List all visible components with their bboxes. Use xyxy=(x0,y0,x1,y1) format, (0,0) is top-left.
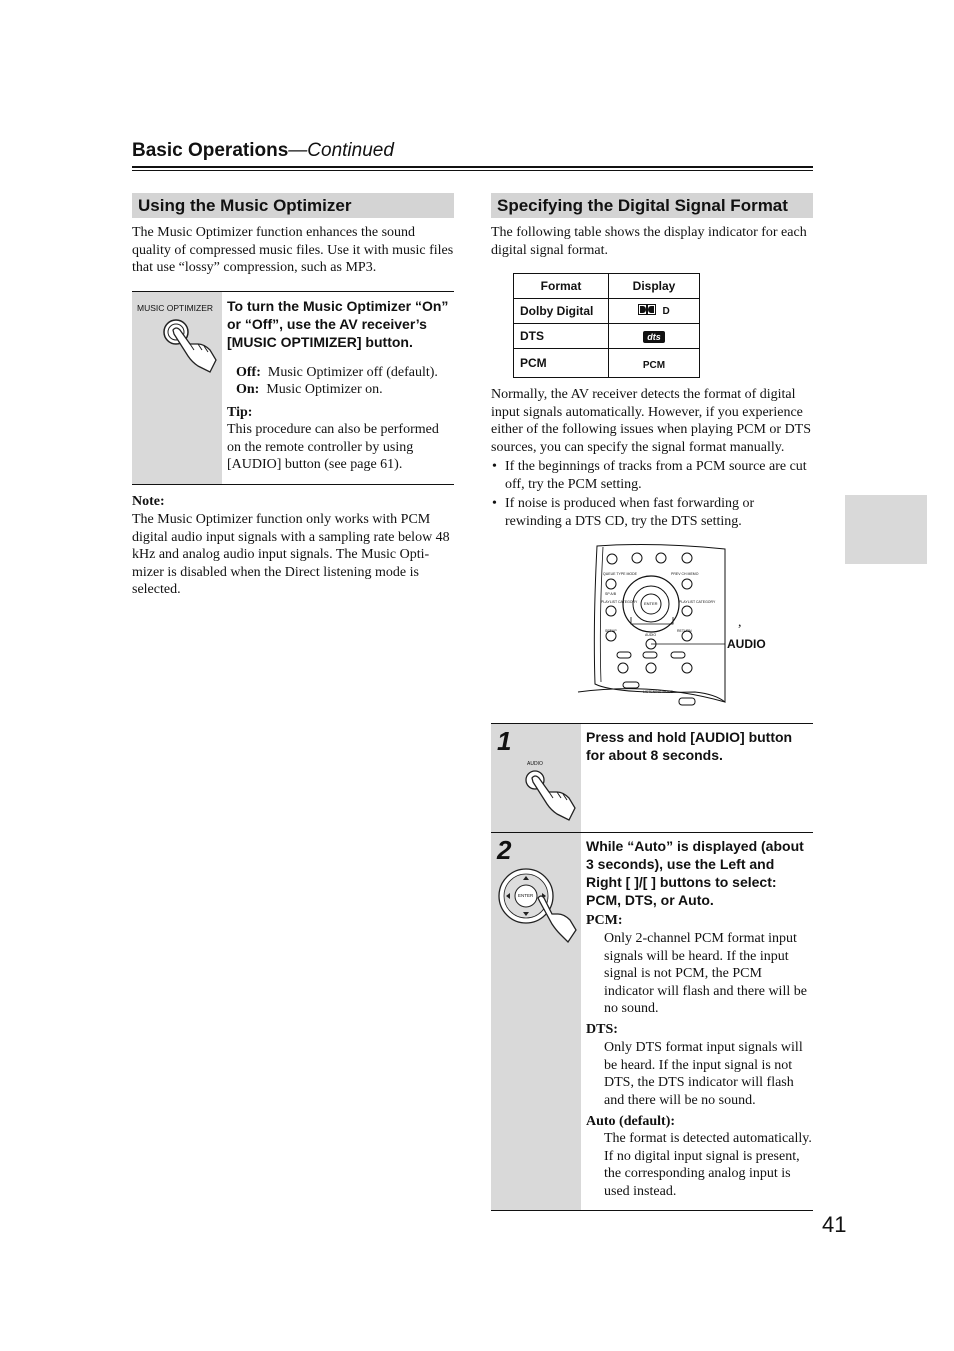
format-pcm: PCM xyxy=(514,349,609,378)
remote-queue-label: QUEUE TYPE MODE xyxy=(603,572,637,576)
option-dts-label: DTS: xyxy=(586,1022,618,1037)
option-pcm-text: Only 2-channel PCM format input signals will be heard. If the input signal is not PCM, the PCM indicator will flash and there will be no sound. xyxy=(604,931,807,1016)
table-header-format: Format xyxy=(514,274,609,299)
format-table xyxy=(513,273,700,378)
remote-audio-small-label: AUDIO xyxy=(645,633,657,637)
dolby-d-text: D xyxy=(662,305,670,317)
table-header-display: Display xyxy=(609,274,700,299)
remote-setup-label: SETUP xyxy=(605,629,617,633)
page-number: 41 xyxy=(822,1212,847,1237)
format-dts: DTS xyxy=(514,324,609,349)
page-header xyxy=(132,140,813,162)
format-dolby: Dolby Digital xyxy=(514,299,609,324)
note-label: Note: xyxy=(132,494,165,509)
digital-format-intro: The following table shows the display indicator for each digital signal format. xyxy=(491,225,807,258)
tip-text: This procedure can also be performed on the remote controller by using [AUDIO] button (see page 61). xyxy=(227,422,439,472)
header-continued: —Continued xyxy=(288,140,394,161)
header-rule xyxy=(132,166,813,168)
tip-label: Tip: xyxy=(227,405,253,420)
remote-comma: , xyxy=(738,615,742,630)
chapter-side-tab xyxy=(845,495,927,564)
off-text: Music Optimizer off (default). xyxy=(267,365,438,380)
remote-illustration xyxy=(575,544,775,709)
list-item: • If the beginnings of tracks from a PCM source are cut off, try the PCM setting. xyxy=(491,458,813,493)
off-label: Off: xyxy=(236,365,261,380)
on-text: Music Optimizer on. xyxy=(266,382,383,397)
step2-bottom-rule xyxy=(491,1210,813,1211)
table-header-row xyxy=(514,274,700,299)
display-dolby xyxy=(609,299,700,324)
table-row xyxy=(514,349,700,378)
table-row xyxy=(514,299,700,324)
pressing-hand-icon xyxy=(160,316,220,376)
issue-list xyxy=(491,458,813,530)
step1-audio-label: AUDIO xyxy=(527,761,543,767)
step1-illustration xyxy=(491,724,581,832)
option-auto-label: Auto (default): xyxy=(586,1114,676,1129)
list-item: • If noise is produced when fast forwarding or rewinding a DTS CD, try the DTS setting. xyxy=(491,495,813,530)
section-heading-digital-format: Specifying the Digital Signal Format xyxy=(491,193,813,218)
remote-return-label: RETURN xyxy=(677,629,692,633)
on-label: On: xyxy=(236,382,260,397)
detection-paragraph: Normally, the AV receiver detects the format of digital input signals automatically. However, if you experience either of the following issues when playing PCM or DTS sources, you can specify the signal format manually. xyxy=(491,387,812,455)
step2-enter-label: ENTER xyxy=(518,893,534,898)
dts-logo-icon: dts xyxy=(643,331,665,343)
header-rule-thin xyxy=(132,170,813,171)
off-option xyxy=(236,364,454,382)
section-heading-music-optimizer: Using the Music Optimizer xyxy=(132,193,454,218)
display-dts xyxy=(609,324,700,349)
remote-playlist-right-label: PLAYLIST CATEGORY xyxy=(679,600,716,604)
on-option xyxy=(236,381,454,399)
step1-instruction: Press and hold [AUDIO] button for about 8 seconds. xyxy=(586,729,793,763)
step-number: 2 xyxy=(497,835,512,865)
option-auto-text: The format is detected automatically. If no digital input signal is present, the corresponding analog input is used instead. xyxy=(604,1131,812,1199)
audio-callout-label: AUDIO xyxy=(727,637,766,651)
remote-sp-label: SP A/B xyxy=(605,592,617,596)
music-optimizer-illustration xyxy=(132,292,222,484)
step-number: 1 xyxy=(497,726,512,756)
remote-prev-label: PREV CH MEMO xyxy=(671,572,699,576)
music-optimizer-intro: The Music Optimizer function enhances the sound quality of compressed music files. Use it with music files that use “lossy” compression, such as MP3. xyxy=(132,225,454,275)
dolby-logo-icon xyxy=(638,304,656,318)
option-pcm-label: PCM: xyxy=(586,913,623,928)
audio-button-press-icon xyxy=(521,766,581,826)
direction-pad-icon xyxy=(496,866,580,948)
step2-instruction: While “Auto” is displayed (about 3 seconds), use the Left and Right [ ]/[ ] buttons to select: PCM, DTS, or Auto. xyxy=(586,838,804,908)
remote-listening-label: LISTENING MODE xyxy=(643,690,673,694)
note-text: The Music Optimizer function only works with PCM digital audio input signals with a sampling rate below 48 kHz and analog audio input signals. The Music Opti-mizer is disabled when the Direct listening mode is selected. xyxy=(132,512,450,597)
music-optimizer-button-label: MUSIC OPTIMIZER xyxy=(137,303,214,313)
header-title: Basic Operations xyxy=(132,140,289,161)
step2-illustration xyxy=(491,833,581,1210)
remote-controller-icon xyxy=(575,544,775,709)
display-pcm: PCM xyxy=(609,349,700,378)
music-optimizer-instruction: To turn the Music Optimizer “On” or “Off”, use the AV receiver’s [MUSIC OPTIMIZER] button. xyxy=(227,298,449,350)
remote-enter-label: ENTER xyxy=(644,601,658,606)
option-dts-text: Only DTS format input signals will be heard. If the input signal is not DTS, the DTS indicator will flash and there will be no sound. xyxy=(604,1040,803,1108)
remote-playlist-left-label: PLAYLIST CATEGORY xyxy=(601,600,638,604)
box-bottom-rule xyxy=(132,484,454,485)
table-row xyxy=(514,324,700,349)
